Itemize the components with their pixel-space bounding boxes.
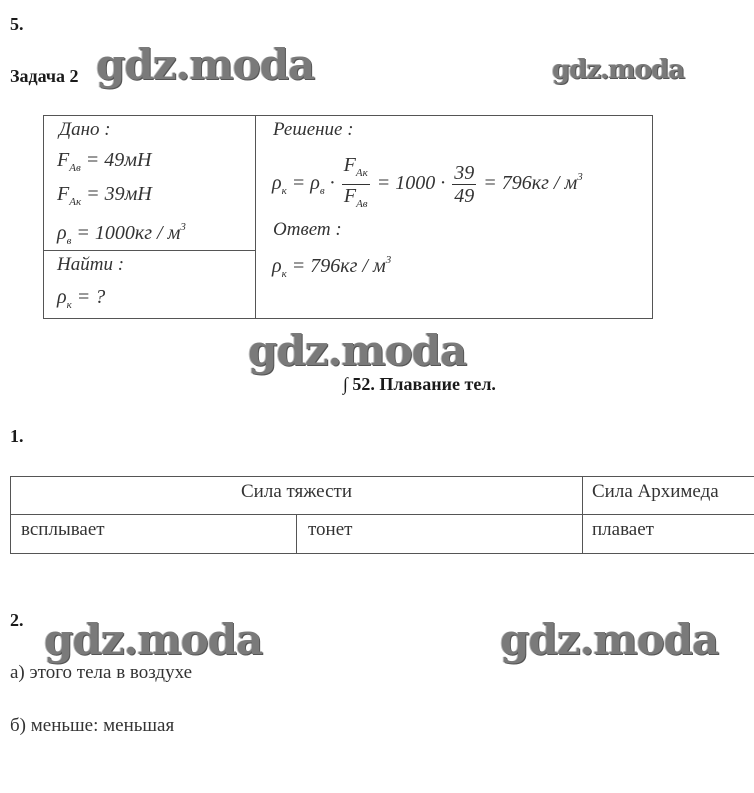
solution-table <box>43 115 653 319</box>
table-divider-horizontal <box>11 514 754 515</box>
watermark-logo: gdz.moda <box>552 55 685 85</box>
answer-b: б) меньше: меньшая <box>10 715 175 736</box>
given-header: Дано : <box>59 119 111 140</box>
section-title: ∫ 52. Плавание тел. <box>343 374 496 394</box>
table-divider-vertical <box>582 477 583 553</box>
solution-header: Решение : <box>273 119 354 140</box>
answer-formula: $\rho_к = 796кг / м^3$ <box>272 254 392 280</box>
table-divider-vertical <box>296 514 297 553</box>
find-rho-kerosene: $\rho_к$ = ? <box>57 286 106 311</box>
watermark-logo: gdz.moda <box>44 615 263 664</box>
forces-table <box>10 476 754 554</box>
table-divider-vertical <box>255 116 256 318</box>
given-fa-kerosene: $F_{Ак} = 39мН$ <box>57 183 152 208</box>
given-fa-water: $F_{Ав} = 49мН$ <box>57 149 152 174</box>
task-number-2: 2. <box>10 610 24 630</box>
table-cell: плавает <box>592 519 654 540</box>
header-gravity: Сила тяжести <box>241 481 352 502</box>
header-archimedes: Сила Архимеда <box>592 481 719 502</box>
given-rho-water: $\rho_в = 1000кг / м^3$ <box>57 221 186 247</box>
solution-formula: $\rho_к = \rho_в$ · $\frac{F_{Ак}}{F_{Ав}}$ = 1000 · $\frac{39}{49}$ = $796кг / м^3$ <box>272 154 583 215</box>
watermark-logo: gdz.moda <box>96 40 315 89</box>
task-title: Задача 2 <box>10 66 79 86</box>
fraction-forces: $\frac{F_{Ак}}{F_{Ав}}$ <box>343 154 368 210</box>
table-divider-horizontal <box>44 250 255 251</box>
task-number-1: 1. <box>10 426 24 446</box>
answer-header: Ответ : <box>273 219 342 240</box>
task-number-5: 5. <box>10 14 24 34</box>
table-cell: всплывает <box>21 519 105 540</box>
answer-a: а) этого тела в воздухе <box>10 662 193 683</box>
find-header: Найти : <box>57 254 125 275</box>
watermark-logo: gdz.moda <box>500 615 719 664</box>
watermark-logo: gdz.moda <box>248 326 467 375</box>
table-cell: тонет <box>308 519 353 540</box>
fraction-numbers: $\frac{39}{49}$ <box>454 162 475 207</box>
